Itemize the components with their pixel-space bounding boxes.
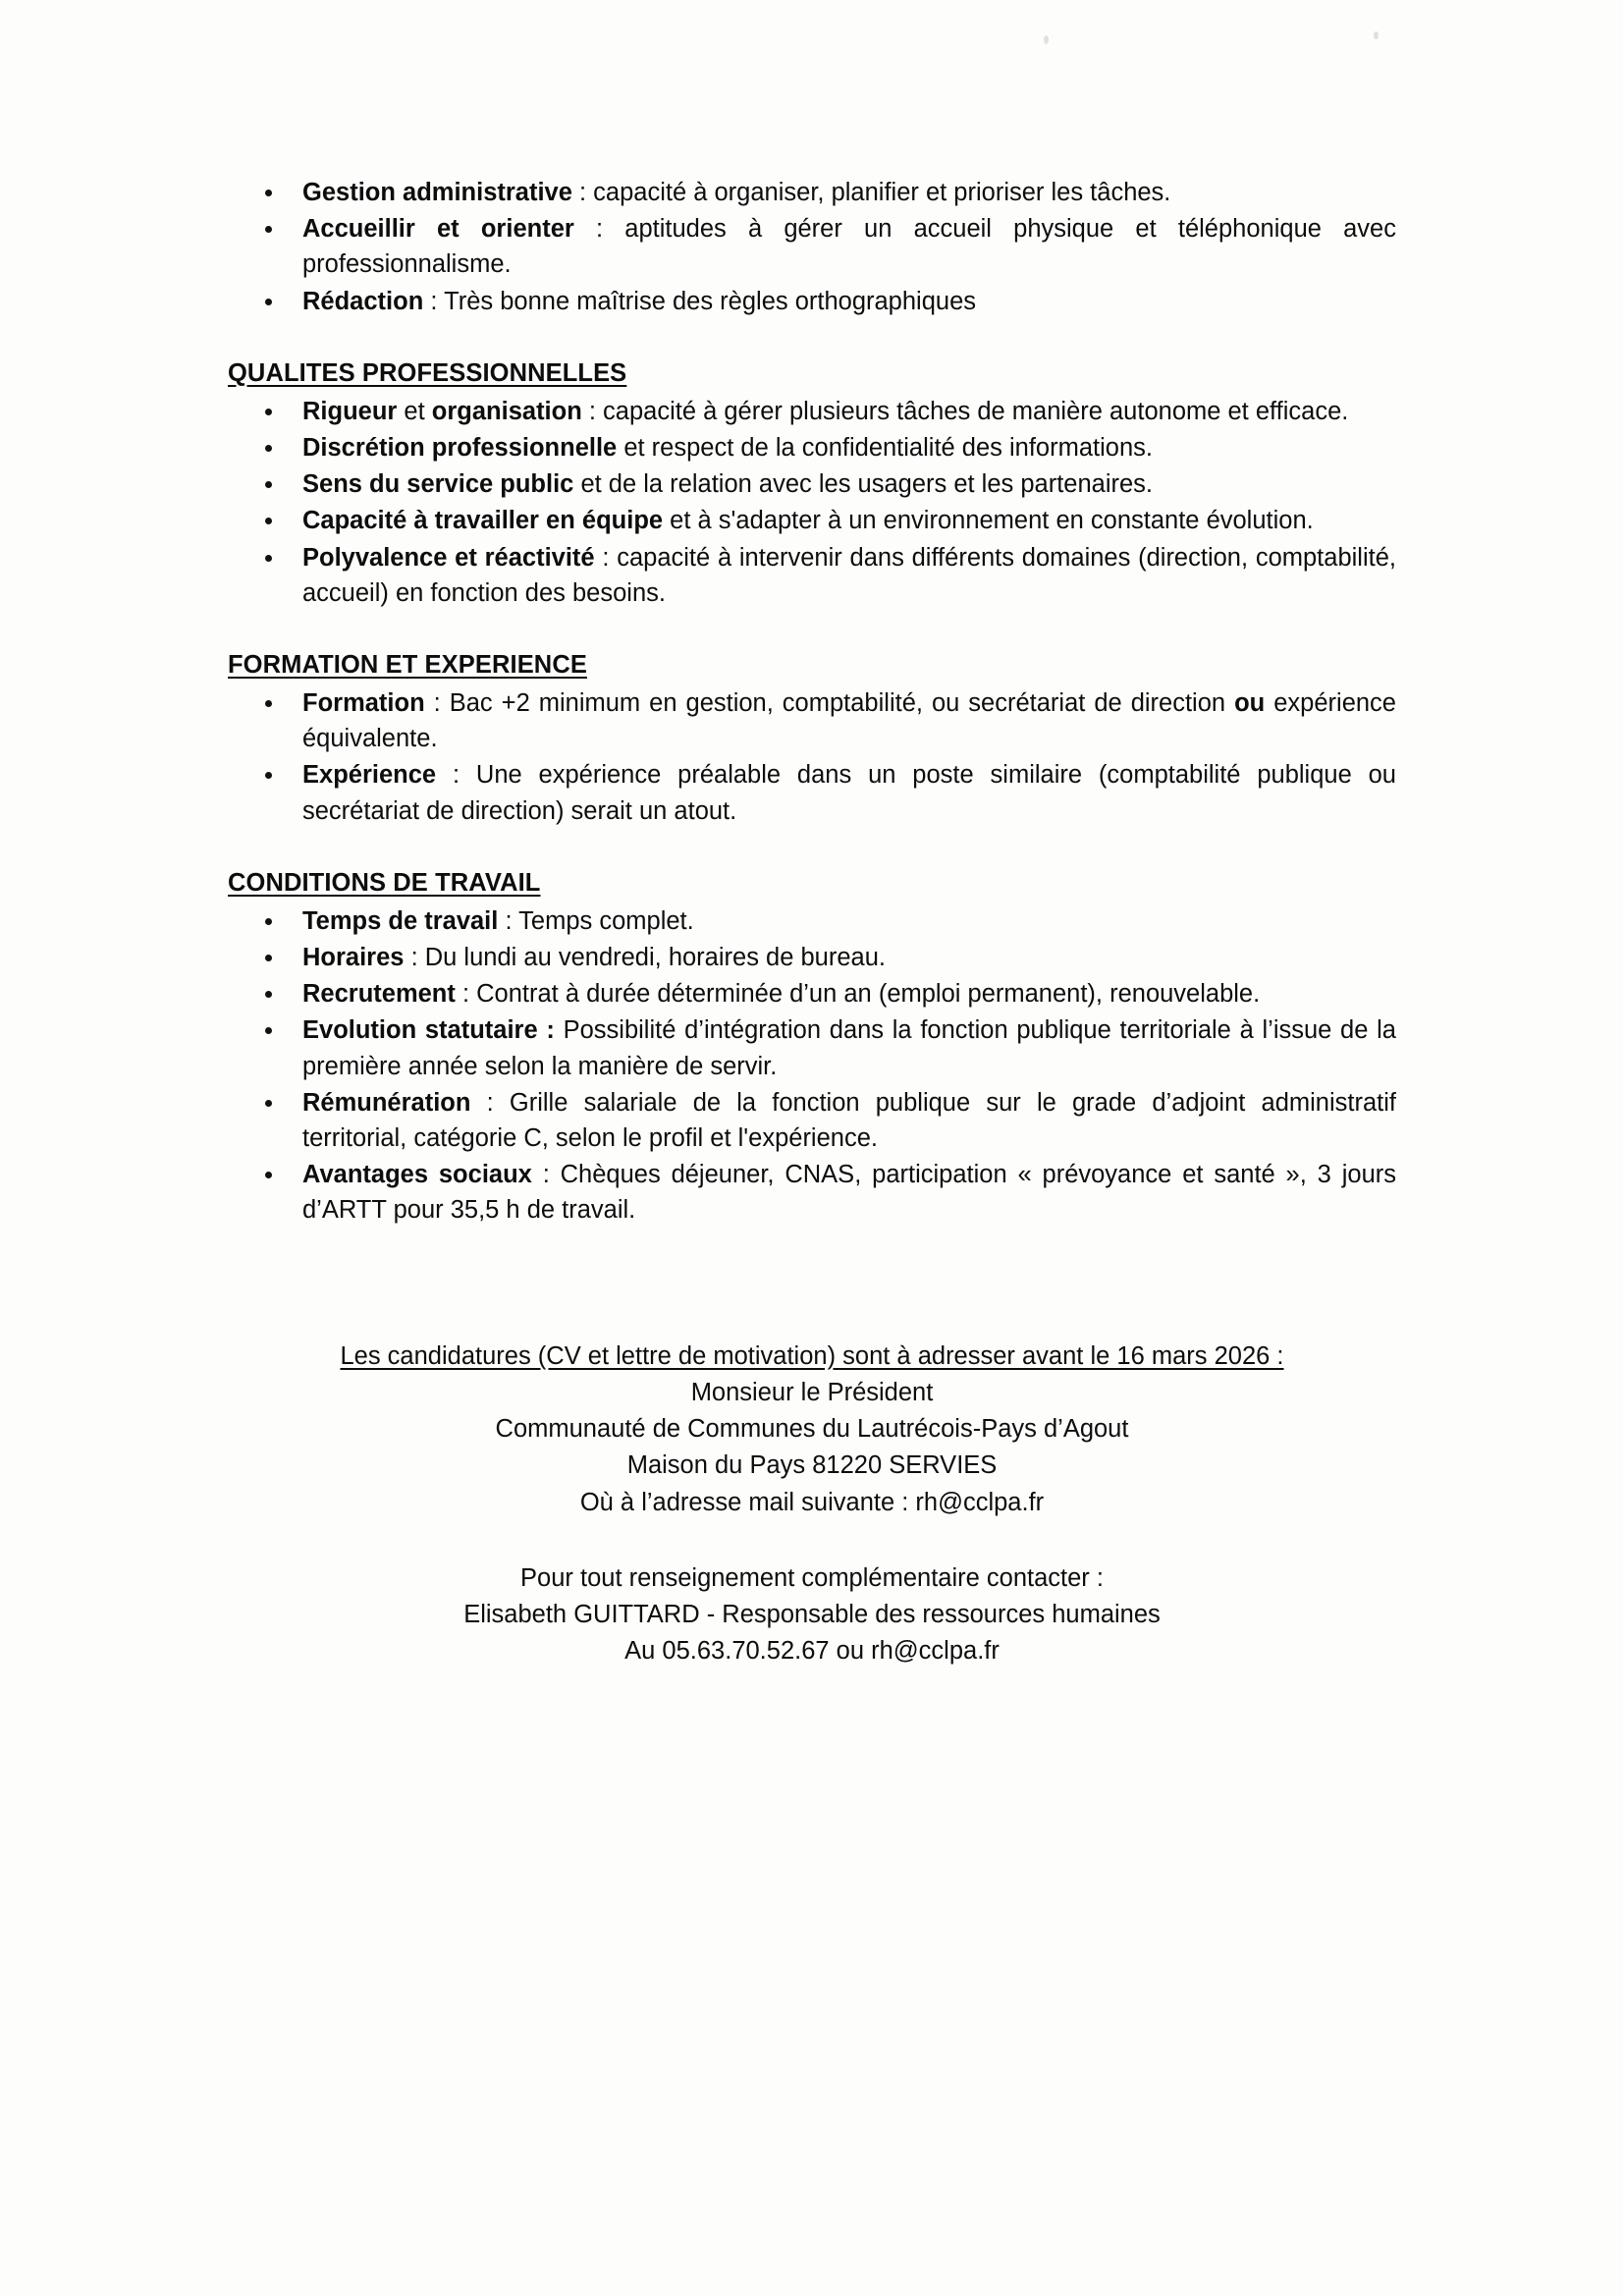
bullet-lead: Capacité à travailler en équipe xyxy=(302,507,664,535)
contact-phone-line: Au 05.63.70.52.67 ou rh@cclpa.fr xyxy=(624,1637,1000,1666)
list-item xyxy=(228,466,1396,502)
section-spacer xyxy=(228,320,1396,359)
bullet-text: : aptitudes à gérer un accueil physique et téléphonique avec professionnalisme. xyxy=(302,215,1396,279)
bullet-lead: Avantages sociaux xyxy=(302,1161,532,1189)
bullet-lead-secondary: organisation xyxy=(431,397,582,425)
section-spacer xyxy=(228,830,1396,869)
list-item xyxy=(228,976,1396,1011)
section-heading-qualites: QUALITES PROFESSIONNELLES xyxy=(228,358,627,387)
contact-headline xyxy=(228,1560,1396,1597)
list-item xyxy=(228,394,1396,429)
bullet-text: : Du lundi au vendredi, horaires de bureau. xyxy=(404,944,886,972)
conditions-bullet-list xyxy=(228,903,1396,1229)
section-spacer xyxy=(228,612,1396,651)
bullet-emphasis: ou xyxy=(1234,689,1266,718)
bullet-lead: Accueillir et orienter xyxy=(302,215,574,244)
list-item xyxy=(228,284,1396,319)
qualites-bullet-list xyxy=(228,394,1396,611)
bullet-lead: Formation xyxy=(302,689,425,718)
contact-headline-underlined: Pour tout renseignement complémentaire contacter xyxy=(520,1563,1090,1592)
section-heading-conditions: CONDITIONS DE TRAVAIL xyxy=(228,868,541,897)
bullet-lead: Evolution statutaire : xyxy=(302,1016,555,1045)
application-deadline-headline: Les candidatures (CV et lettre de motivation) sont à adresser avant le 16 mars 2026 : xyxy=(340,1341,1284,1370)
bullet-text: : Bac +2 minimum en gestion, comptabilité, ou secrétariat de direction xyxy=(424,689,1235,718)
application-line: Maison du Pays 81220 SERVIES xyxy=(626,1451,998,1480)
list-item xyxy=(228,540,1396,611)
list-item xyxy=(228,940,1396,975)
bullet-lead: Rémunération xyxy=(302,1088,471,1117)
list-item xyxy=(228,175,1396,210)
top-bullet-list xyxy=(228,175,1396,319)
bullet-text: : Temps complet. xyxy=(498,906,694,935)
list-item xyxy=(228,430,1396,465)
bullet-text: : capacité à gérer plusieurs tâches de manière autonome et efficace. xyxy=(581,397,1349,425)
bullet-text-tail: expérience équivalente. xyxy=(302,689,1396,753)
bullet-lead: Rigueur xyxy=(302,397,398,425)
bullet-lead: Polyvalence et réactivité xyxy=(302,543,595,572)
list-item xyxy=(228,503,1396,538)
bullet-text: Possibilité d’intégration dans la fonction publique territoriale à l’issue de la première année selon la manière de servir. xyxy=(302,1016,1396,1080)
application-line: Communauté de Communes du Lautrécois-Pays d’Agout xyxy=(495,1415,1129,1444)
bullet-text: et de la relation avec les usagers et les partenaires. xyxy=(573,470,1154,499)
list-item xyxy=(228,1157,1396,1228)
list-item xyxy=(228,685,1396,756)
list-item xyxy=(228,1012,1396,1083)
bullet-text: : Chèques déjeuner, CNAS, participation « prévoyance et santé », 3 jours d’ARTT pour 35,5 h de travail. xyxy=(302,1161,1396,1225)
bullet-text: et respect de la confidentialité des informations. xyxy=(617,434,1153,463)
scan-artifact-speck xyxy=(1374,31,1379,39)
bullet-lead: Expérience xyxy=(302,761,437,790)
application-block xyxy=(228,1339,1396,1521)
application-email-line: Où à l’adresse mail suivante : rh@cclpa.fr xyxy=(579,1488,1045,1516)
bullet-lead: Rédaction xyxy=(302,287,424,315)
bullet-lead: Discrétion professionnelle xyxy=(302,434,618,463)
bullet-text: : Très bonne maîtrise des règles orthographiques xyxy=(423,287,977,315)
list-item xyxy=(228,757,1396,828)
list-item xyxy=(228,903,1396,939)
application-line: Monsieur le Président xyxy=(690,1378,934,1406)
formation-bullet-list xyxy=(228,685,1396,829)
section-heading-formation: FORMATION ET EXPERIENCE xyxy=(228,651,587,680)
bullet-text: : capacité à intervenir dans différents domaines (direction, comptabilité, accueil) en fonction des besoins. xyxy=(302,543,1396,607)
bullet-text: : Grille salariale de la fonction publique sur le grade d’adjoint administratif territorial, catégorie C, selon le profil et l'expérience. xyxy=(302,1088,1396,1153)
bullet-text: : Une expérience préalable dans un poste similaire (comptabilité publique ou secrétariat de direction) serait un atout. xyxy=(302,761,1396,825)
contact-block xyxy=(228,1560,1396,1670)
bullet-lead: Recrutement xyxy=(302,980,456,1009)
bullet-lead: Gestion administrative xyxy=(302,179,572,206)
scan-artifact-speck xyxy=(1044,35,1049,44)
contact-headline-tail: : xyxy=(1089,1563,1104,1592)
contact-person-line: Elisabeth GUITTARD - Responsable des ressources humaines xyxy=(463,1600,1161,1628)
bullet-lead: Temps de travail xyxy=(302,906,499,935)
document-body xyxy=(228,175,1396,1669)
bullet-text: : capacité à organiser, planifier et prioriser les tâches. xyxy=(571,179,1171,206)
list-item xyxy=(228,211,1396,282)
bullet-lead: Sens du service public xyxy=(302,470,574,499)
bullet-text: et xyxy=(397,397,432,425)
list-item xyxy=(228,1085,1396,1156)
bullet-text: : Contrat à durée déterminée d’un an (emploi permanent), renouvelable. xyxy=(455,980,1261,1009)
bullet-text: et à s'adapter à un environnement en constante évolution. xyxy=(663,507,1314,535)
bullet-lead: Horaires xyxy=(302,944,405,972)
